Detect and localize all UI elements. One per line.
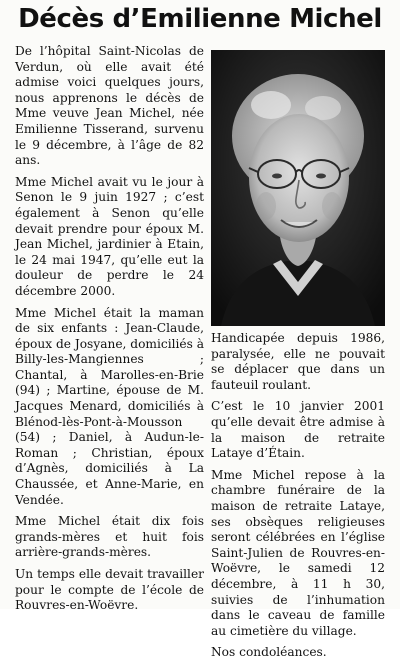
paragraph-work: Un temps elle devait travailler pour le compte de l’école de Rouvres-en-Woëvre. <box>15 567 204 613</box>
paragraph-grandchildren: Mme Michel était dix fois grands-mères et huit fois arrière-grands-mères. <box>15 514 204 560</box>
portrait-image <box>211 50 385 326</box>
headline: Décès d’Emilienne Michel <box>18 4 382 34</box>
paragraph-death-notice: De l’hôpital Saint-Nicolas de Verdun, où elle avait été admise voici quelques jours, nous apprenons le décès de Mme veuve Jean Michel, née Emilienne Tisserand, survenu le 9 décembre, à l’âge de 82 ans. <box>15 44 204 168</box>
right-column <box>211 331 385 667</box>
portrait-photo <box>211 50 385 326</box>
paragraph-children: Mme Michel était la maman de six enfants : Jean-Claude, époux de Josyane, domiciliés à Billy-les-Mangiennes ; Chantal, à Marolles-en-Brie (94) ; Martine, épouse de M. Jacques Menard, domiciliés à Blénod-lès-Pont-à-Mousson (54) ; Daniel, à Audun-le-Roman ; Christian, époux d’Agnès, domiciliés à La Chaussée, et Anne-Marie, en Vendée. <box>15 305 204 507</box>
paragraph-funeral: Mme Michel repose à la chambre funéraire de la maison de retraite Lataye, ses obsèques religieuses seront célébrées en l’église Saint-Julien de Rouvres-en-Woëvre, le samedi 12 décembre, à 11 h 30, suivies de l’inhumation dans le caveau de famille au cimetière du village. <box>211 467 385 638</box>
paragraph-retirement-home: C’est le 10 janvier 2001 qu’elle devait être admise à la maison de retraite Lataye d’Étain. <box>211 399 385 461</box>
paragraph-handicap: Handicapée depuis 1986, paralysée, elle ne pouvait se déplacer que dans un fauteuil roulant. <box>211 331 385 392</box>
paragraph-birth-marriage: Mme Michel avait vu le jour à Senon le 9 juin 1927 ; c’est également à Senon qu’elle devait prendre pour époux M. Jean Michel, jardinier à Etain, le 24 mai 1947, qu’elle eut la douleur de perdre le 24 décembre 2000. <box>15 174 204 298</box>
left-column <box>15 44 204 620</box>
paragraph-condolences: Nos condoléances. <box>211 645 327 660</box>
